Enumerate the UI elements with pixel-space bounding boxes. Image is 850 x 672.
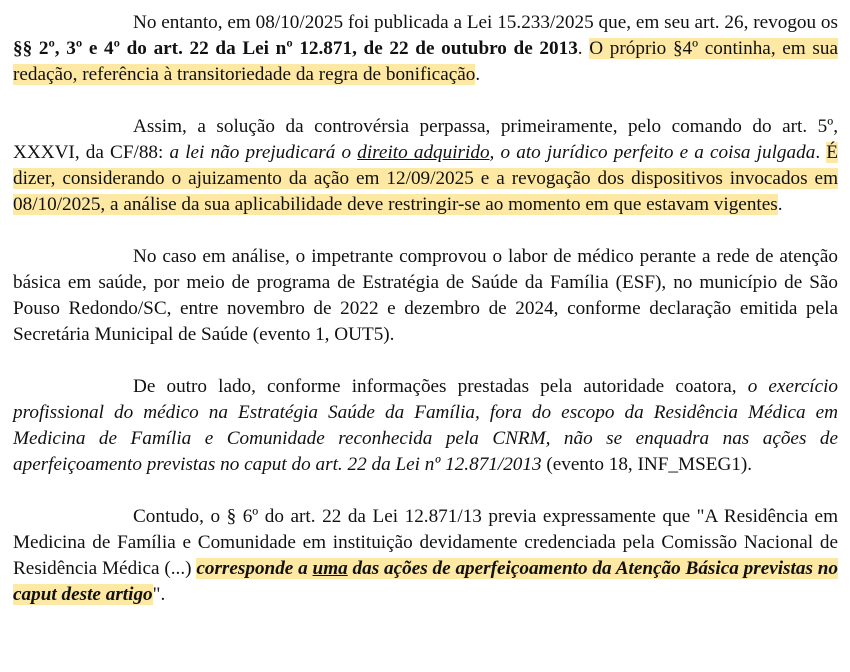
p4-italic-quote: o exercício profissional do médico na Estratégia Saúde da Família, fora do escopo da Residência Médica em Medicina de Família e Comunidade reconhecida pela CNRM, não se enquadra nas ações de aperfeiçoamento previstas no caput do art. 22 da Lei nº 12.871/2013 (13, 376, 839, 475)
paragraph-direito-adquirido (13, 114, 838, 218)
p2-end: . (777, 194, 783, 215)
p5-text: Contudo, o § 6º do art. 22 da Lei 12.871/13 previa expressamente que "A Residência em Medicina de Família e Comunidade em instituição devidamente credenciada pela Comissão Nacional de Residência Médica (...) (13, 506, 838, 579)
p5-highlight-corresponde: corresponde a (196, 558, 313, 579)
p1-text: No entanto, em 08/10/2025 foi publicada a Lei 15.233/2025 que, em seu art. 26, revogou os (133, 12, 838, 33)
p2-sep: . (815, 142, 827, 163)
p1-revoked-articles: §§ 2º, 3º e 4º do art. 22 da Lei nº 12.871, de 22 de outubro de 2013 (13, 38, 578, 59)
paragraph-autoridade-coatora (13, 374, 838, 478)
paragraph-caso-em-analise (13, 244, 838, 348)
p5-highlight-acoes: das ações de aperfeiçoamento da Atenção Básica previstas no caput deste artigo (13, 558, 838, 605)
p1-end: . (475, 64, 481, 85)
p2-text: Assim, a solução da controvérsia perpassa, primeiramente, pelo comando do art. 5º, XXXVI, da CF/88: (13, 116, 838, 163)
p2-cf-quote-end: , o ato jurídico perfeito e a coisa julgada (489, 142, 816, 163)
paragraph-lei-15233 (13, 10, 838, 88)
p2-cf-quote-start: a lei não prejudicará o (169, 142, 358, 163)
p1-highlight-transitoriedade: O próprio §4º continha, em sua redação, referência à transitoriedade da regra de bonificação (13, 38, 838, 85)
p1-sep: . (577, 38, 590, 59)
p3-text: No caso em análise, o impetrante comprovou o labor de médico perante a rede de atenção básica em saúde, por meio de programa de Estratégia de Saúde da Família (ESF), no município de São Pouso Redondo/SC, entre novembro de 2022 e dezembro de 2024, conforme declaração emitida pela Secretária Municipal de Saúde (evento 1, OUT5). (13, 246, 838, 345)
p2-direito-adquirido: direito adquirido (357, 142, 490, 163)
p2-highlight-analise: É dizer, considerando o ajuizamento da ação em 12/09/2025 e a revogação dos dispositivos invocados em 08/10/2025, a análise da sua aplicabilidade deve restringir-se ao momento em que estavam vigentes (13, 142, 838, 215)
p5-end: ". (152, 584, 166, 605)
paragraph-paragrafo-6 (13, 504, 838, 608)
p4-evento: (evento 18, INF_MSEG1). (541, 454, 753, 475)
p5-highlight-uma: uma (312, 558, 348, 579)
p4-text: De outro lado, conforme informações prestadas pela autoridade coatora, (133, 376, 748, 397)
